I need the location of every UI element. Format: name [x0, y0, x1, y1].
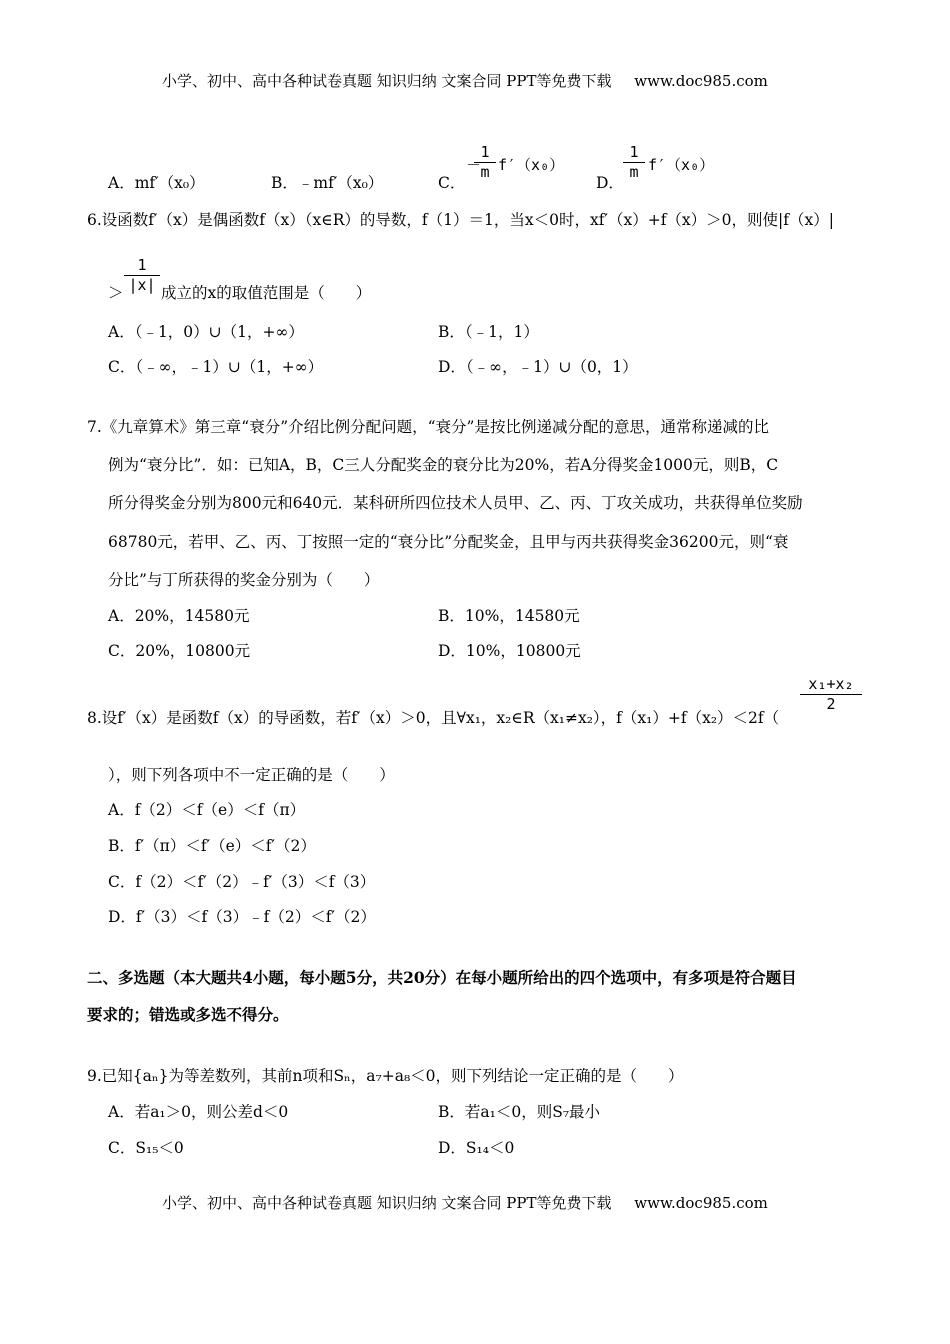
q9-option-c: C．S₁₅＜0	[108, 1139, 184, 1157]
q7-line-5: 分比”与丁所获得的奖金分别为（ ）	[108, 571, 380, 589]
q5-c-denominator: m	[480, 163, 490, 181]
q8-option-c: C．f（2）＜f′（2）﹣f′（3）＜f（3）	[108, 873, 376, 891]
q6-option-a: A．（﹣1，0）∪（1，+∞）	[108, 323, 304, 341]
q6-stem: 6.设函数f′（x）是偶函数f（x）（x∈R）的导数，f（1）＝1，当x＜0时，xf′（x）+f（x）＞0，则使|f（x）|	[87, 211, 834, 229]
q7-option-b: B．10%，14580元	[438, 607, 580, 625]
q5-option-d-fraction	[623, 143, 645, 181]
q9-stem: 9.已知{aₙ}为等差数列，其前n项和Sₙ，a₇+a₈＜0，则下列结论一定正确的是（ ）	[87, 1067, 684, 1085]
q8-option-b: B．f′（π）＜f′（e）＜f′（2）	[108, 837, 316, 855]
q8-option-a: A．f（2）＜f（e）＜f（π）	[108, 801, 306, 819]
q7-option-d: D．10%，10800元	[438, 642, 581, 660]
header-url: www.doc985.com	[634, 72, 768, 90]
q9-option-a: A．若a₁＞0，则公差d＜0	[108, 1103, 289, 1121]
q6-tail: 成立的x的取值范围是（ ）	[161, 284, 372, 302]
q5-option-b: B．﹣mf′（x₀）	[271, 174, 384, 192]
q8-fraction	[800, 675, 862, 713]
q7-option-c: C．20%，10800元	[108, 642, 251, 660]
q8-denominator: 2	[826, 695, 836, 713]
footer-url: www.doc985.com	[634, 1194, 768, 1212]
q8-option-d: D．f′（3）＜f（3）﹣f（2）＜f′（2）	[108, 908, 376, 926]
section2-heading-line-2: 要求的；错选或多选不得分。	[87, 1005, 289, 1024]
q7-line-3: 所分得奖金分别为800元和640元．某科研所四位技术人员甲、乙、丙、丁攻关成功，共获得单位奖励	[108, 494, 803, 512]
footer-text: 小学、初中、高中各种试卷真题 知识归纳 文案合同 PPT等免费下载	[162, 1194, 612, 1212]
q8-stem: 8.设f′（x）是函数f（x）的导函数，若f′（x）＞0，且∀x₁，x₂∈R（x₁≠x₂），f（x₁）+f（x₂）＜2f（	[87, 709, 780, 727]
q8-numerator: x₁+x₂	[800, 675, 862, 695]
section2-heading-line-1: 二、多选题（本大题共4小题，每小题5分，共20分）在每小题所给出的四个选项中，有多项是符合题目	[87, 968, 797, 987]
q7-option-a: A．20%，14580元	[108, 607, 250, 625]
q5-option-c-expr: f′（x₀）	[498, 156, 565, 174]
q5-d-denominator: m	[629, 163, 639, 181]
header-text: 小学、初中、高中各种试卷真题 知识归纳 文案合同 PPT等免费下载	[162, 72, 612, 90]
q5-c-numerator: 1	[474, 143, 496, 163]
q5-option-c-sign: －	[466, 156, 482, 174]
q7-line-4: 68780元，若甲、乙、丙、丁按照一定的“衰分比”分配奖金，且甲与丙共获得奖金36200元，则“衰	[108, 533, 789, 551]
q7-line-2: 例为“衰分比”．如：已知A，B，C三人分配奖金的衰分比为20%，若A分得奖金1000元，则B，C	[108, 456, 779, 474]
page-footer	[162, 1192, 768, 1213]
q5-option-d-expr: f′（x₀）	[648, 156, 715, 174]
q5-option-a: A．mf′（x₀）	[108, 174, 205, 192]
q6-option-c: C．（﹣∞，﹣1）∪（1，+∞）	[108, 358, 324, 376]
q6-gt-sign: ＞	[108, 284, 124, 302]
q9-option-d: D．S₁₄＜0	[438, 1139, 515, 1157]
q9-option-b: B．若a₁＜0，则S₇最小	[438, 1103, 601, 1121]
page-header	[162, 70, 768, 91]
q6-numerator: 1	[124, 256, 160, 276]
q5-option-c-label: C．	[438, 174, 466, 192]
q6-denominator: |x|	[128, 276, 156, 294]
q6-option-b: B．（﹣1，1）	[438, 323, 539, 341]
q5-d-numerator: 1	[623, 143, 645, 163]
q8-tail: ），则下列各项中不一定正确的是（ ）	[108, 766, 395, 784]
q7-line-1: 7.《九章算术》第三章“衰分”介绍比例分配问题，“衰分”是按比例递减分配的意思，通常称递减的比	[87, 418, 769, 436]
q6-option-d: D．（﹣∞，﹣1）∪（0，1）	[438, 358, 638, 376]
q5-option-d-label: D．	[596, 174, 624, 192]
q6-fraction	[124, 256, 160, 294]
q5-option-c-fraction	[474, 143, 496, 181]
